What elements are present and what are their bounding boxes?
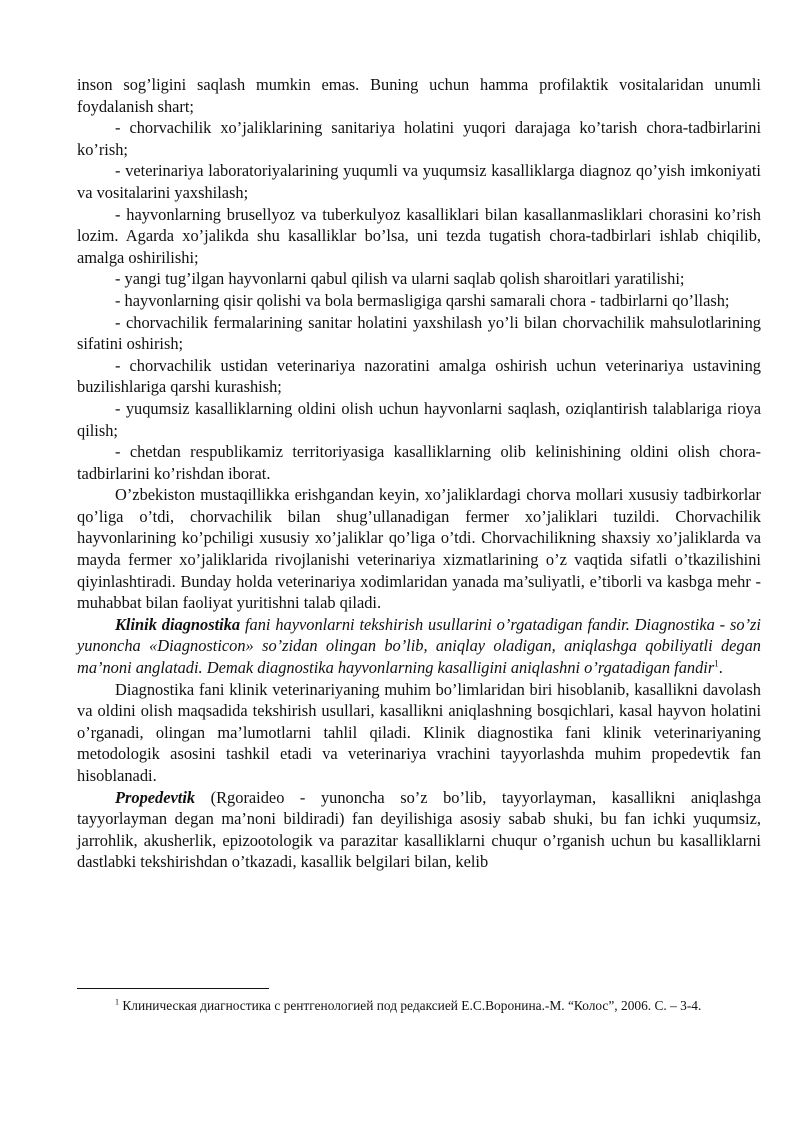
list-item: - hayvonlarning qisir qolishi va bola bermasligiga qarshi samarali chora - tadbirlarni qo’llash;: [115, 290, 730, 310]
list-item: - veterinariya laboratoriyalarining yuqumli va yuqumsiz kasalliklarga diagnoz qo’yish imkoniyati va vositalarini yaxshilash;: [77, 161, 761, 202]
footnote-text: Клиническая диагностика с рентгенологией под редаксией Е.С.Воронина.-М. “Колос”, 2006. С. – 3-4.: [119, 998, 702, 1013]
list-item: - chorvachilik fermalarining sanitar holatini yaxshilash yo’li bilan chorvachilik mahsulotlarining sifatini oshirish;: [77, 312, 761, 354]
footnote-separator: [77, 988, 269, 989]
list-item: - chorvachilik ustidan veterinariya nazoratini amalga oshirish uchun veterinariya ustavining buzilishlariga qarshi kurashish;: [77, 355, 761, 397]
footnote: [77, 996, 761, 1015]
definition-text: fani hayvonlarni tekshirish usullarini o’rgatadigan fandir. Diagnostika - so’zi yunoncha «Diagnosticon» so’zidan olingan bo’lib, aniqlay oladigan, aniqlashga qobiliyatli degan ma’noni anglatadi. Demak diagnostika hayvonlarning kasalligini aniqlashni o’rgatadigan fandir: [77, 614, 761, 678]
propedevtik-paragraph: [77, 787, 761, 873]
paragraph: O’zbekiston mustaqillikka erishgandan keyin, xo’jaliklardagi chorva mollari xususiy tadbirkorlar qo’liga o’tdi, chorvachilik bilan shug’ullanadigan fermer xo’jaliklari tuzildi. Chorvachilik hayvonlarining ko’pchiligi xususiy xo’jaliklar qo’liga o’tdi. Chorvachilikning shaxsiy xo’jaliklarda va mayda fermer xo’jaliklarida rivojlanishi veterinariya xizmatlarining o’z vaqtida sifatli o’tkazilishini qiyinlashtiradi. Bunday holda veterinariya xodimlaridan yanada ma’suliyatli, e’tiborli va kasbga mehr - muhabbat bilan faoliyat yuritishni talab qiladi.: [77, 485, 761, 613]
list-item: - yuqumsiz kasalliklarning oldini olish uchun hayvonlarni saqlash, oziqlantirish talablariga rioya qilish;: [77, 398, 761, 440]
sentence-end: .: [718, 658, 723, 678]
body-text: [77, 74, 761, 873]
list-item: - chetdan respublikamiz territoriyasiga kasalliklarning olib kelinishining oldini olish chora-tadbirlarini ko’rishdan iborat.: [77, 442, 761, 483]
paragraph: Diagnostika fani klinik veterinariyaning muhim bo’limlaridan biri hisoblanib, kasallikni davolash va oldini olish maqsadida tekshirish usullari, kasallikni aniqlashning bosqichlari, kasal hayvon holatini o’rganadi, olingan ma’lumotlarni tahlil qiladi. Klinik diagnostika fani klinik veterinariyaning metodologik asosini tashkil etadi va veterinariya vrachini tayyorlashda muhim propedevtik fan hisoblanadi.: [77, 679, 761, 785]
list-item: - yangi tug’ilgan hayvonlarni qabul qilish va ularni saqlab qolish sharoitlari yaratilishi;: [115, 269, 685, 289]
footnote-reference[interactable]: 1: [714, 658, 719, 669]
footnote-mark: 1: [115, 997, 119, 1007]
term-propedevtik: Propedevtik: [115, 787, 196, 807]
klinik-diagnostika-paragraph: [77, 614, 761, 679]
paragraph-text: (Rgoraideo - yunoncha so’z bo’lib, tayyorlayman, kasallikni aniqlashga tayyorlayman degan ma’noni bildiradi) fan deyilishiga asosiy sabab shuki, bu fan ichki yuqumsiz, jarrohlik, akusherlik, epizootologik va parazitar kasalliklarni chuqur o’rganish uchun bu kasalliklarni dastlabki tekshirishdan o’tkazadi, kasallik belgilari bilan, kelib: [77, 787, 761, 872]
paragraph: inson sog’ligini saqlash mumkin emas. Buning uchun hamma profilaktik vositalaridan unumli foydalanish shart;: [77, 75, 761, 116]
term-klinik-diagnostika: Klinik diagnostika: [115, 614, 241, 634]
list-item: - hayvonlarning brusellyoz va tuberkulyoz kasalliklari bilan kasallanmasliklari chorasini ko’rish lozim. Agarda xo’jalikda shu kasalliklar bo’lsa, uni tezda tugatish chora-tadbirlari ishlab chiqilib, amalga oshirilishi;: [77, 204, 761, 267]
list-item: - chorvachilik xo’jaliklarining sanitariya holatini yuqori darajaga ko’tarish chora-tadbirlarini ko’rish;: [77, 118, 761, 159]
